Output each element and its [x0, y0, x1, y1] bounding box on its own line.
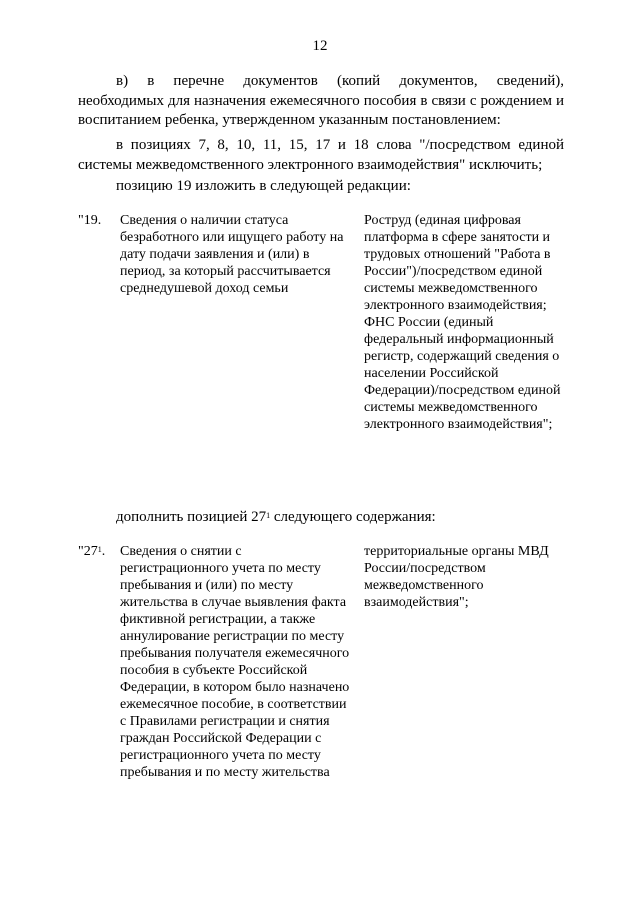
paragraph-positions-exclusion — [78, 136, 564, 175]
row-27-1-number-superscript: 1 — [97, 545, 102, 554]
add-position-text-before: дополнить позицией 27 — [116, 509, 267, 525]
table-row-19 — [78, 212, 568, 492]
row-19-description: Сведения о наличии статуса безработного или ищущего работу на дату подачи заявления и (или) в период, за который рассчитывается среднедушевой доход семьи — [120, 213, 344, 296]
table-row-27-1 — [78, 543, 568, 833]
row-27-1-source: территориальные органы МВД России/посредством межведомственного взаимодействия"; — [364, 544, 549, 610]
paragraph-positions-exclusion-rest: системы межведомственного электронного взаимодействия" исключить; — [78, 156, 543, 173]
add-position-text-after: следующего содержания: — [270, 509, 436, 525]
row-27-1-description: Сведения о снятии с регистрационного учета по месту пребывания и (или) по месту жительства в случае выявления факта фиктивной регистрации, а также аннулирование регистрации по месту пребывания получателя ежемесячного пособия в субъекте Российской Федерации, в котором было назначено ежемесячное пособие, в соответствии с Правилами регистрации и снятия граждан Российской Федерации с регистрационного учета по месту пребывания и по месту жительства — [120, 544, 350, 780]
paragraph-positions-exclusion-line1: в позициях 7, 8, 10, 11, 15, 17 и 18 слова "/посредством единой — [116, 137, 564, 153]
page-number: 12 — [312, 38, 328, 54]
row-27-1-number-prefix: "27 — [78, 544, 98, 559]
paragraph-document-list — [78, 72, 564, 131]
paragraph-add-position-27-1 — [78, 508, 564, 528]
paragraph-document-list-rest: необходимых для назначения ежемесячного пособия в связи с рождением и воспитанием ребенка, утвержденном указанным постановлением: — [78, 92, 564, 128]
row-27-1-number — [78, 543, 118, 560]
add-position-superscript: 1 — [266, 511, 271, 520]
paragraph-position-19-intro: позицию 19 изложить в следующей редакции: — [116, 178, 411, 194]
row-27-1-number-suffix: . — [101, 544, 106, 559]
row-19-source: Роструд (единая цифровая платформа в сфере занятости и трудовых отношений "Работа в России")/посредством единой системы межведомственного электронного взаимодействия; ФНС России (единый федеральный информационный регистр, содержащий сведения о населении Российской Федерации)/посредством единой системы межведомственного электронного взаимодействия"; — [364, 213, 561, 432]
row-19-number: "19. — [78, 213, 102, 228]
paragraph-document-list-line1: в) в перечне документов (копий документов, сведений), — [116, 73, 564, 89]
